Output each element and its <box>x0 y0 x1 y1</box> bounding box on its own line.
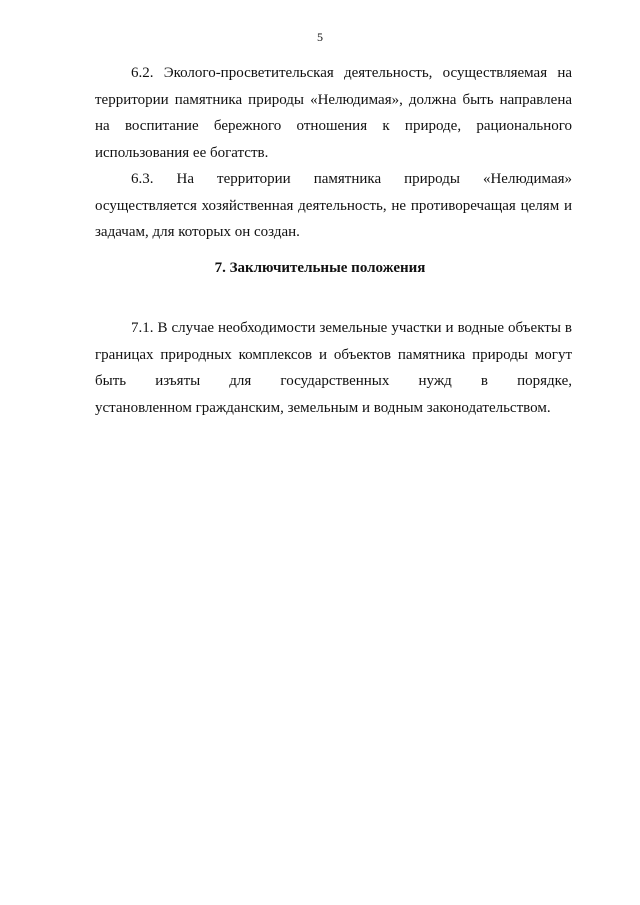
section-7-body <box>95 315 572 421</box>
paragraph-line: задачам, для которых он создан. <box>95 224 300 240</box>
paragraph-line: на воспитание бережного отношения к природе, рационального <box>95 118 572 134</box>
paragraph-line: осуществляется хозяйственная деятельность, не противоречащая целям и <box>95 197 572 214</box>
paragraph-line: 7.1. В случае необходимости земельные участки и водные объекты в <box>131 320 572 336</box>
paragraph-7-1 <box>95 315 572 421</box>
page-number: 5 <box>317 30 323 44</box>
paragraph-line: использования ее богатств. <box>95 144 269 161</box>
paragraph-line: территории памятника природы «Нелюдимая», должна быть направлена <box>95 91 572 108</box>
section-7-heading: 7. Заключительные положения <box>214 260 426 276</box>
section-6-body <box>95 60 572 246</box>
paragraph-line: установленном гражданским, земельным и водным законодательством. <box>95 399 551 416</box>
paragraph-6-3 <box>95 166 572 246</box>
paragraph-line: 6.3. На территории памятника природы «Нелюдимая» <box>131 171 572 187</box>
paragraph-6-2 <box>95 60 572 166</box>
paragraph-line: 6.2. Эколого-просветительская деятельность, осуществляемая на <box>131 65 572 81</box>
paragraph-line: границах природных комплексов и объектов памятника природы могут <box>95 346 572 363</box>
paragraph-line: быть изъяты для государственных нужд в порядке, <box>95 373 572 389</box>
